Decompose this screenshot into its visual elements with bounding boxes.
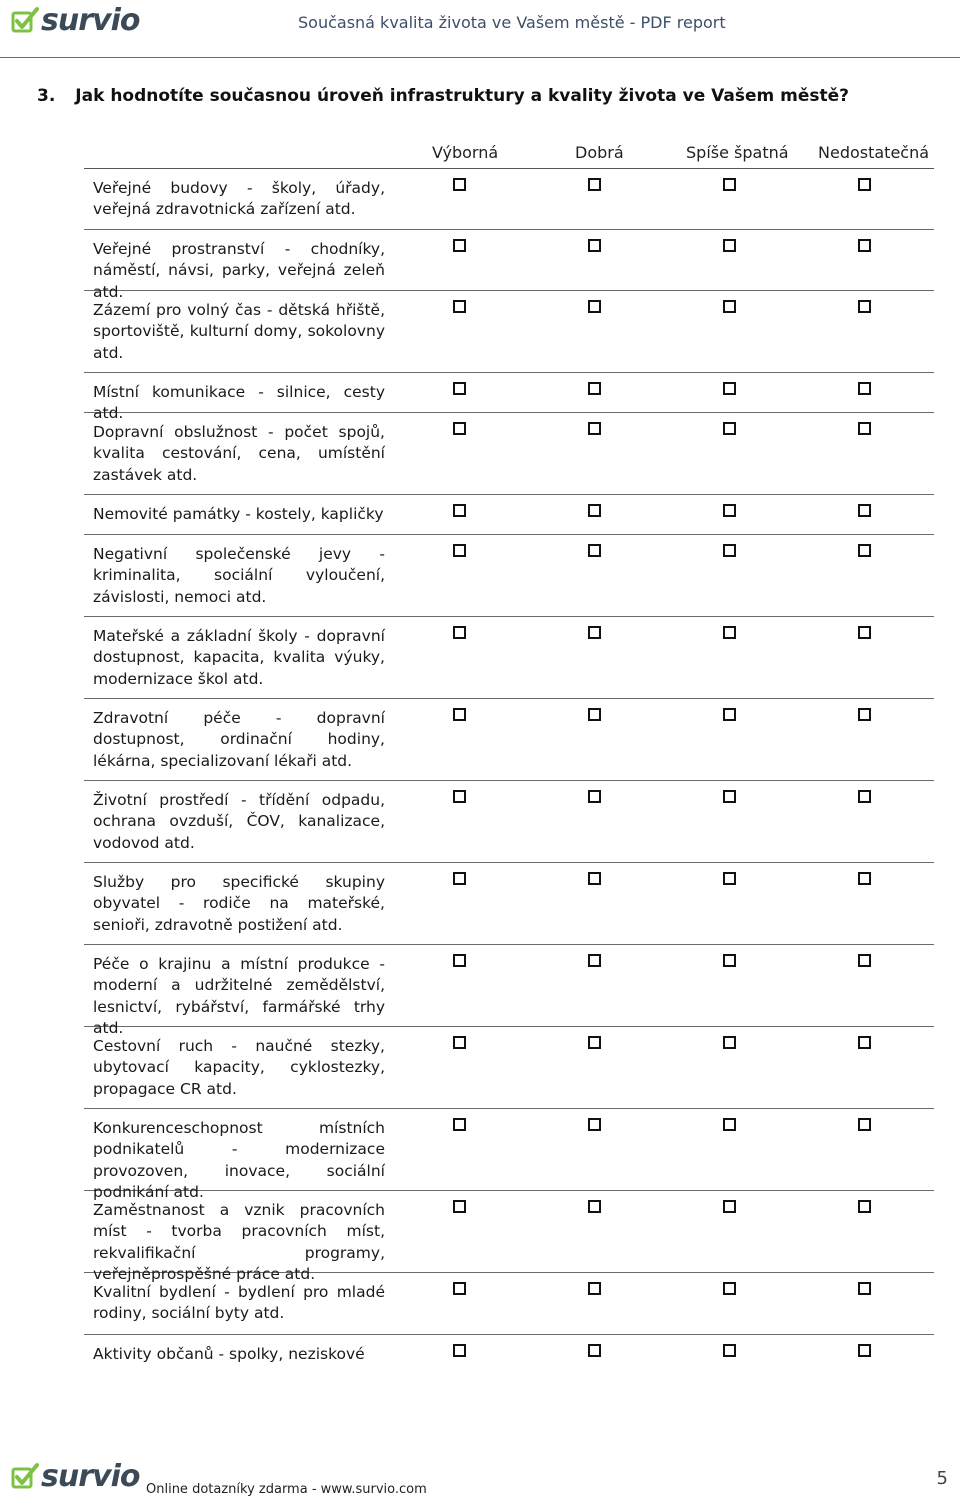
row-label: Aktivity občanů - spolky, neziskové [93, 1345, 365, 1363]
page-footer [0, 1459, 960, 1500]
question-heading [37, 86, 952, 106]
checkbox-rather-bad[interactable] [723, 382, 736, 395]
checkbox-good[interactable] [588, 1200, 601, 1213]
footer-link-text[interactable]: Online dotazníky zdarma - www.survio.com [146, 1482, 427, 1497]
row-label: Zaměstnanost a vznik pracovních míst - tvorba pracovních míst, rekvalifikační programy, veřejněprospěšné práce atd. [93, 1201, 385, 1283]
logo-wordmark: survio [41, 3, 140, 38]
checkbox-insufficient[interactable] [858, 504, 871, 517]
checkbox-rather-bad[interactable] [723, 1344, 736, 1357]
table-row [84, 863, 934, 945]
row-label: Negativní společenské jevy - kriminalita, sociální vyloučení, závislosti, nemoci atd. [93, 545, 385, 606]
column-header-rather-bad: Spíše špatná [686, 143, 789, 162]
column-header-good: Dobrá [575, 143, 624, 162]
checkbox-good[interactable] [588, 790, 601, 803]
checkbox-rather-bad[interactable] [723, 422, 736, 435]
table-row [84, 1109, 934, 1201]
page-header [0, 0, 960, 58]
table-row [84, 781, 934, 863]
row-label: Veřejné prostranství - chodníky, náměstí, návsi, parky, veřejná zeleň atd. [93, 240, 385, 301]
checkbox-rather-bad[interactable] [723, 1200, 736, 1213]
checkbox-insufficient[interactable] [858, 300, 871, 313]
checkbox-good[interactable] [588, 504, 601, 517]
checkbox-excellent[interactable] [453, 626, 466, 639]
checkbox-good[interactable] [588, 1282, 601, 1295]
checkbox-excellent[interactable] [453, 544, 466, 557]
row-label: Životní prostředí - třídění odpadu, ochrana ovzduší, ČOV, kanalizace, vodovod atd. [93, 791, 385, 852]
checkbox-excellent[interactable] [453, 1200, 466, 1213]
row-label: Nemovité památky - kostely, kapličky [93, 505, 384, 523]
checkbox-insufficient[interactable] [858, 1282, 871, 1295]
checkbox-rather-bad[interactable] [723, 300, 736, 313]
table-row [84, 495, 934, 535]
checkbox-insufficient[interactable] [858, 422, 871, 435]
row-label: Péče o krajinu a místní produkce - moderní a udržitelné zemědělství, lesnictví, rybářství, farmářské trhy atd. [93, 955, 385, 1037]
table-row [84, 1335, 934, 1375]
checkbox-excellent[interactable] [453, 382, 466, 395]
checkbox-insufficient[interactable] [858, 872, 871, 885]
checkbox-insufficient[interactable] [858, 1036, 871, 1049]
checkbox-insufficient[interactable] [858, 382, 871, 395]
checkbox-insufficient[interactable] [858, 1118, 871, 1131]
checkbox-insufficient[interactable] [858, 239, 871, 252]
table-row [84, 230, 934, 301]
checkbox-good[interactable] [588, 239, 601, 252]
checkbox-insufficient[interactable] [858, 626, 871, 639]
checkbox-good[interactable] [588, 178, 601, 191]
checkbox-good[interactable] [588, 1036, 601, 1049]
table-row [84, 413, 934, 495]
table-row [84, 291, 934, 373]
row-label: Zázemí pro volný čas - dětská hřiště, sportoviště, kulturní domy, sokolovny atd. [93, 301, 385, 362]
checkbox-insufficient[interactable] [858, 708, 871, 721]
checkbox-excellent[interactable] [453, 1282, 466, 1295]
survio-checkmark-icon [10, 6, 40, 36]
checkbox-insufficient[interactable] [858, 1344, 871, 1357]
checkbox-excellent[interactable] [453, 178, 466, 191]
checkbox-good[interactable] [588, 872, 601, 885]
table-row [84, 617, 934, 699]
rating-column-headers [0, 143, 960, 167]
checkbox-rather-bad[interactable] [723, 708, 736, 721]
checkbox-rather-bad[interactable] [723, 1118, 736, 1131]
checkbox-excellent[interactable] [453, 1344, 466, 1357]
checkbox-excellent[interactable] [453, 708, 466, 721]
checkbox-insufficient[interactable] [858, 954, 871, 967]
table-row [84, 1273, 934, 1335]
row-label: Místní komunikace - silnice, cesty atd. [93, 383, 385, 423]
checkbox-excellent[interactable] [453, 790, 466, 803]
survio-logo [10, 1459, 140, 1494]
checkbox-insufficient[interactable] [858, 1200, 871, 1213]
survio-logo [10, 3, 140, 38]
checkbox-excellent[interactable] [453, 1118, 466, 1131]
checkbox-good[interactable] [588, 1344, 601, 1357]
row-label: Konkurenceschopnost místních podnikatelů - modernizace provozoven, inovace, sociální podnikání atd. [93, 1119, 385, 1201]
checkbox-rather-bad[interactable] [723, 790, 736, 803]
checkbox-good[interactable] [588, 1118, 601, 1131]
checkbox-good[interactable] [588, 544, 601, 557]
checkbox-excellent[interactable] [453, 954, 466, 967]
header-divider [0, 57, 960, 58]
row-label: Veřejné budovy - školy, úřady, veřejná zdravotnická zařízení atd. [93, 179, 385, 219]
row-label: Kvalitní bydlení - bydlení pro mladé rodiny, sociální byty atd. [93, 1283, 385, 1323]
checkbox-excellent[interactable] [453, 1036, 466, 1049]
checkbox-good[interactable] [588, 382, 601, 395]
checkbox-insufficient[interactable] [858, 790, 871, 803]
checkbox-excellent[interactable] [453, 504, 466, 517]
checkbox-rather-bad[interactable] [723, 178, 736, 191]
checkbox-rather-bad[interactable] [723, 504, 736, 517]
row-label: Mateřské a základní školy - dopravní dostupnost, kapacita, kvalita výuky, modernizace škol atd. [93, 627, 385, 688]
page-number: 5 [936, 1468, 948, 1489]
checkbox-good[interactable] [588, 422, 601, 435]
checkbox-excellent[interactable] [453, 300, 466, 313]
checkbox-rather-bad[interactable] [723, 1282, 736, 1295]
table-row [84, 699, 934, 781]
row-label: Cestovní ruch - naučné stezky, ubytovací kapacity, cyklostezky, propagace CR atd. [93, 1037, 385, 1098]
table-row [84, 1191, 934, 1283]
column-header-insufficient: Nedostatečná [818, 143, 930, 162]
table-row [84, 373, 934, 423]
checkbox-rather-bad[interactable] [723, 239, 736, 252]
checkbox-rather-bad[interactable] [723, 872, 736, 885]
checkbox-excellent[interactable] [453, 239, 466, 252]
checkbox-good[interactable] [588, 300, 601, 313]
report-title: Současná kvalita života ve Vašem městě - PDF report [298, 13, 726, 32]
checkbox-rather-bad[interactable] [723, 544, 736, 557]
row-label: Zdravotní péče - dopravní dostupnost, ordinační hodiny, lékárna, specializovaní lékaři atd. [93, 709, 385, 770]
table-row [84, 1027, 934, 1109]
checkbox-good[interactable] [588, 708, 601, 721]
checkbox-excellent[interactable] [453, 422, 466, 435]
checkbox-good[interactable] [588, 954, 601, 967]
checkbox-insufficient[interactable] [858, 544, 871, 557]
row-label: Dopravní obslužnost - počet spojů, kvalita cestování, cena, umístění zastávek atd. [93, 423, 385, 484]
question-text: Jak hodnotíte současnou úroveň infrastruktury a kvality života ve Vašem městě? [75, 86, 849, 106]
table-row [84, 169, 934, 230]
checkbox-rather-bad[interactable] [723, 1036, 736, 1049]
table-row [84, 945, 934, 1037]
table-row [84, 535, 934, 617]
question-number: 3. [37, 86, 56, 106]
checkbox-excellent[interactable] [453, 872, 466, 885]
checkbox-good[interactable] [588, 626, 601, 639]
row-label: Služby pro specifické skupiny obyvatel - rodiče na mateřské, senioři, zdravotně postižení atd. [93, 873, 385, 934]
column-header-excellent: Výborná [432, 143, 499, 162]
survio-checkmark-icon [10, 1462, 40, 1492]
checkbox-rather-bad[interactable] [723, 954, 736, 967]
checkbox-insufficient[interactable] [858, 178, 871, 191]
logo-wordmark: survio [41, 1459, 140, 1494]
checkbox-rather-bad[interactable] [723, 626, 736, 639]
